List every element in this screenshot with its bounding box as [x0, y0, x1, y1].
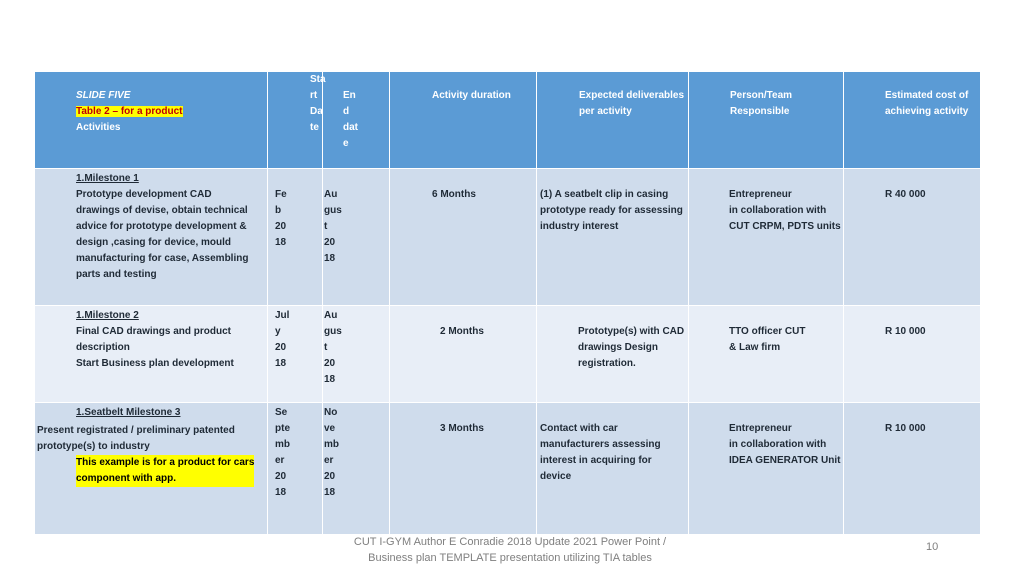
- end-date: Au gus t 20 18: [324, 189, 342, 264]
- header-person-cell: [689, 72, 844, 169]
- header-end-cell: [323, 72, 390, 169]
- start-date-header: Sta rt Da te: [310, 74, 326, 133]
- activity-cell: [35, 403, 268, 535]
- start-date: Fe b 20 18: [275, 189, 287, 248]
- activity-cell: [35, 169, 268, 306]
- deliverables: Contact with car manufacturers assessing interest in acquiring for device: [540, 423, 661, 482]
- deliverables: Prototype(s) with CAD drawings Design registration.: [578, 326, 685, 369]
- duration: 6 Months: [432, 189, 476, 200]
- estimated-cost: R 10 000: [885, 326, 926, 337]
- activity-text: Final CAD drawings and product description Start Business plan development: [76, 326, 234, 369]
- milestone-title: 1.Milestone 1: [76, 173, 139, 184]
- header-activities-cell: [35, 72, 268, 169]
- start-date: Jul y 20 18: [275, 310, 290, 369]
- table-title: Table 2 – for a product: [76, 106, 183, 117]
- table-row: [35, 306, 981, 403]
- deliverables: (1) A seatbelt clip in casing prototype ready for assessing industry interest: [540, 189, 683, 232]
- start-date: Se pte mb er 20 18: [275, 407, 290, 498]
- duration-header: Activity duration: [432, 90, 511, 101]
- activities-header: Activities: [76, 122, 121, 133]
- person-responsible: Entrepreneur in collaboration with CUT CRPM, PDTS units: [729, 189, 841, 232]
- header-row: [35, 72, 981, 169]
- duration: 3 Months: [440, 423, 484, 434]
- cost-header: Estimated cost of achieving activity: [885, 90, 969, 117]
- activity-table: [34, 71, 981, 535]
- table-row: [35, 403, 981, 535]
- end-date-header: En d dat e: [343, 90, 358, 149]
- footer-text: CUT I-GYM Author E Conradie 2018 Update 2021 Power Point / Business plan TEMPLATE presentation utilizing TIA tables: [353, 536, 667, 564]
- milestone-title: 1.Seatbelt Milestone 3: [76, 407, 181, 418]
- activity-text: Prototype development CAD drawings of devise, obtain technical advice for prototype development & design ,casing for device, mould manufacturing for case, Assembling parts and testing: [76, 189, 249, 280]
- person-responsible: Entrepreneur in collaboration with IDEA GENERATOR Unit: [729, 423, 841, 466]
- end-date: No ve mb er 20 18: [324, 407, 339, 498]
- table-row: [35, 169, 981, 306]
- activity-cell: [35, 306, 268, 403]
- header-cost-cell: [844, 72, 981, 169]
- milestone-title: 1.Milestone 2: [76, 310, 139, 321]
- header-duration-cell: [390, 72, 537, 169]
- example-note: This example is for a product for cars component with app.: [76, 455, 254, 487]
- header-deliverables-cell: [537, 72, 689, 169]
- estimated-cost: R 10 000: [885, 423, 926, 434]
- activity-text: Present registrated / preliminary patented prototype(s) to industry: [37, 425, 235, 452]
- page-number: 10: [926, 541, 939, 553]
- end-date: Au gus t 20 18: [324, 310, 342, 385]
- header-start-cell: [268, 72, 326, 169]
- slide-label: SLIDE FIVE: [76, 90, 131, 101]
- deliverables-header: Expected deliverables per activity: [579, 90, 685, 117]
- person-header: Person/Team Responsible: [730, 90, 793, 117]
- person-responsible: TTO officer CUT & Law firm: [729, 326, 806, 353]
- duration: 2 Months: [440, 326, 484, 337]
- estimated-cost: R 40 000: [885, 189, 926, 200]
